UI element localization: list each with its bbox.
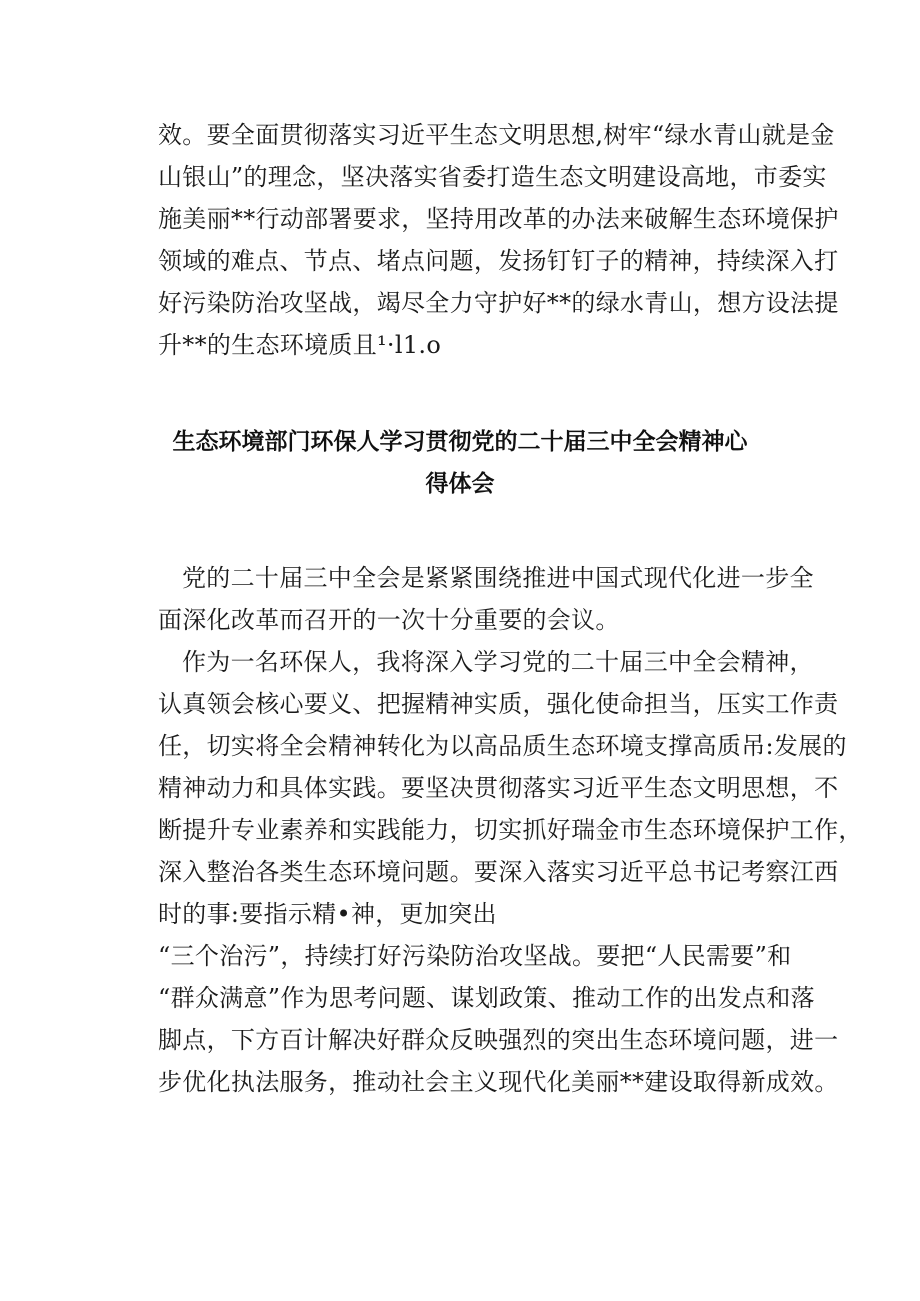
text-line: 升**的生态环境质且¹·l1.o: [158, 331, 442, 359]
text-line: “三个治污”，持续打好污染防治攻坚战。要把“人民需要”和: [158, 942, 792, 970]
text-line: 好污染防治攻坚战，竭尽全力守护好**的绿水青山，想方设法提: [158, 289, 839, 317]
text-line: 面深化改革而召开的一次十分重要的会议。: [158, 606, 620, 634]
text-line: 作为一名环保人，我将深入学习党的二十届三中全会精神，: [182, 648, 814, 676]
text-line: 深入整治各类生态环境问题。要深入落实习近平总书记考察江西: [158, 858, 839, 886]
text-line: 断提升专业素养和实践能力，切实抓好瑞金市生态环境保护工作，: [158, 816, 863, 844]
title-line: 得体会: [425, 471, 495, 497]
text-line: 施美丽**行动部署要求，坚持用改革的办法来破解生态环境保护: [158, 205, 839, 233]
text-line: 领域的难点、节点、堵点问题，发扬钉钉子的精神，持续深入打: [158, 247, 839, 275]
text-line: 效。要全面贯彻落实习近平生态文明思想,树牢“绿水青山就是金: [158, 121, 835, 149]
text-line: 山银山”的理念，坚决落实省委打造生态文明建设高地，市委实: [158, 163, 827, 191]
text-line: “群众满意”作为思考问题、谋划政策、推动工作的出发点和落: [158, 984, 815, 1012]
text-line: 脚点，下方百计解决好群众反映强烈的突出生态环境问题，进一: [158, 1026, 839, 1054]
text-line: 认真领会核心要义、把握精神实质，强化使命担当，压实工作责: [158, 690, 839, 718]
text-line: 时的事:要指示精•神，更加突出: [158, 900, 497, 928]
text-line: 党的二十届三中全会是紧紧围绕推进中国式现代化进一步全: [182, 564, 814, 592]
text-line: 步优化执法服务，推动社会主义现代化美丽**建设取得新成效。: [158, 1068, 839, 1096]
text-line: 任，切实将全会精神转化为以高品质生态环境支撑高质吊:发展的: [158, 732, 847, 760]
title-line: 生态环境部门环保人学习贯彻党的二十届三中全会精神心: [172, 429, 748, 455]
text-line: 精神动力和具体实践。要坚决贯彻落实习近平生态文明思想，不: [158, 774, 839, 802]
